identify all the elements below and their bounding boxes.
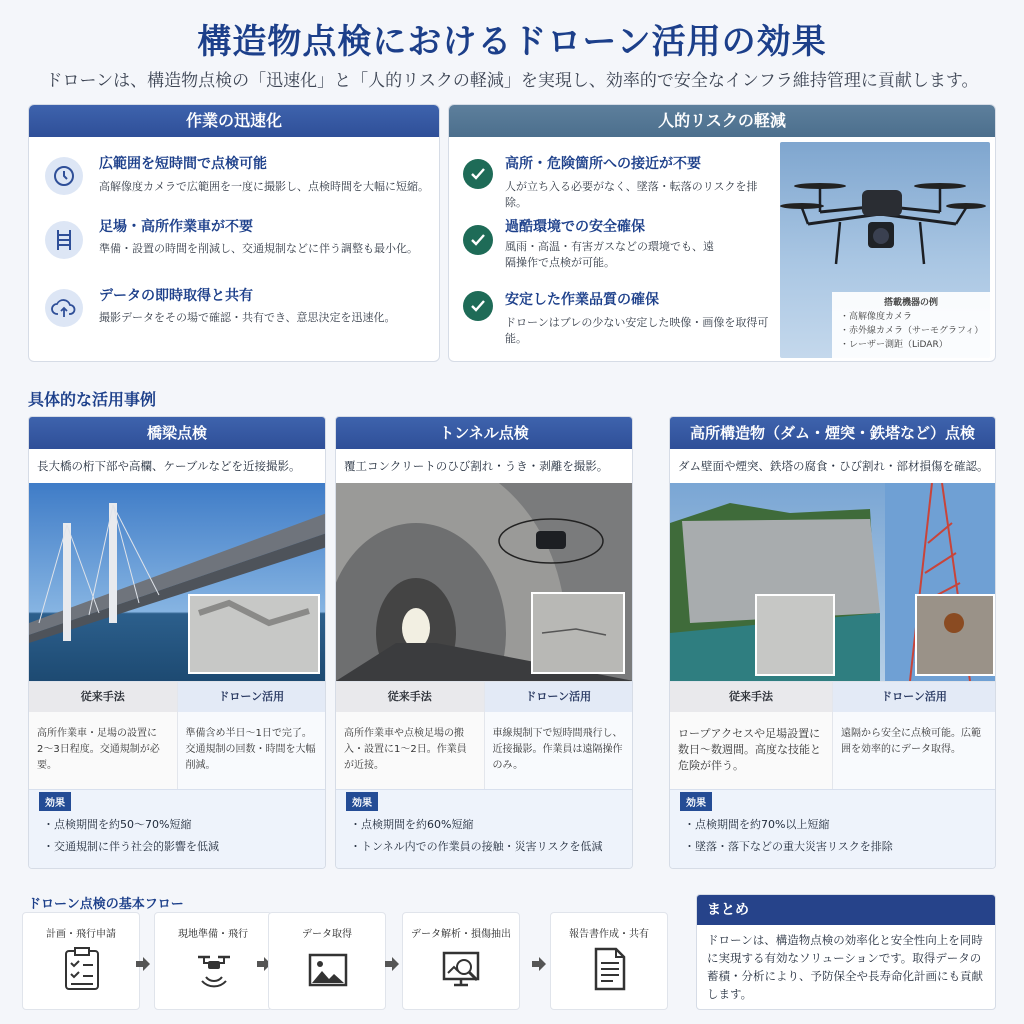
effect-item: ・点検期間を約60%短縮	[350, 818, 474, 831]
risk-item-desc: 風雨・高温・有害ガスなどの環境でも、遠隔操作で点検が可能。	[505, 240, 714, 269]
arrow-right-icon	[383, 955, 401, 973]
conventional-text: ロープアクセスや足場設置に数日〜数週間。高度な技能と危険が伴う。	[678, 727, 821, 772]
arrow-right-icon	[134, 955, 152, 973]
case-title: トンネル点検	[336, 417, 632, 449]
flow-step	[550, 912, 668, 1010]
conventional-header: 従来手法	[336, 682, 484, 712]
risk-item-desc: ドローンはブレの少ない安定した映像・画像を取得可能。	[505, 316, 769, 345]
case-desc: 長大橋の桁下部や高欄、ケーブルなどを近接撮影。	[37, 459, 301, 473]
flow-step-label: 報告書作成・共有	[569, 929, 649, 940]
effect-item: ・点検期間を約70%以上短縮	[684, 818, 830, 831]
check-icon	[463, 225, 493, 255]
speed-item-desc: 準備・設置の時間を削減し、交通規制などに伴う調整も最小化。	[99, 242, 418, 255]
check-icon	[463, 159, 493, 189]
drone-column	[178, 681, 326, 789]
check-icon	[463, 291, 493, 321]
bridge-photo	[29, 483, 325, 681]
risk-item-title: 過酷環境での安全確保	[505, 219, 645, 235]
risk-item-desc: 人が立ち入る必要がなく、墜落・転落のリスクを排除。	[505, 180, 758, 209]
flow-step-label: 計画・飛行申請	[46, 929, 116, 940]
checklist-icon	[62, 947, 102, 991]
conventional-text: 高所作業車・足場の設置に2〜3日程度。交通規制が必要。	[37, 728, 160, 771]
risk-panel-heading: 人的リスクの軽減	[449, 105, 995, 137]
flow-step-label: データ解析・損傷抽出	[411, 929, 511, 940]
effect-box	[29, 789, 325, 869]
speed-panel	[28, 104, 440, 362]
case-desc: 覆工コンクリートのひび割れ・うき・剥離を撮影。	[344, 459, 609, 473]
drone-header: ドローン活用	[178, 682, 326, 712]
speed-panel-heading: 作業の迅速化	[29, 105, 439, 137]
drone-text: 準備含め半日〜1日で完了。交通規制の回数・時間を大幅削減。	[185, 728, 316, 771]
conventional-column	[29, 681, 178, 789]
effect-label: 効果	[39, 792, 71, 811]
flow-step	[268, 912, 386, 1010]
flow-step	[22, 912, 140, 1010]
case-card-high-structures	[669, 416, 996, 869]
summary-heading: まとめ	[697, 895, 995, 925]
conventional-header: 従来手法	[29, 682, 177, 712]
effect-label: 効果	[346, 792, 378, 811]
speed-item-title: 広範囲を短時間で点検可能	[99, 156, 267, 172]
flow-step	[402, 912, 520, 1010]
effect-item: ・点検期間を約50〜70%短縮	[43, 818, 192, 831]
clock-icon	[45, 157, 83, 195]
drone-header: ドローン活用	[485, 682, 633, 712]
equipment-caption-heading: 搭載機器の例	[883, 298, 938, 308]
case-title: 高所構造物（ダム・煙突・鉄塔など）点検	[670, 417, 995, 449]
ladder-icon	[45, 221, 83, 259]
conventional-text: 高所作業車や点検足場の搬入・設置に1〜2日。作業員が近接。	[344, 728, 467, 771]
case-card-bridge	[28, 416, 326, 869]
effect-box	[336, 789, 632, 869]
conventional-column	[336, 681, 485, 789]
equipment-caption-line: ・レーザー測距（LiDAR）	[840, 340, 948, 350]
dam-tower-photo	[670, 483, 995, 681]
conventional-header: 従来手法	[670, 682, 832, 712]
tunnel-photo	[336, 483, 632, 681]
risk-item-title: 高所・危険箇所への接近が不要	[505, 156, 701, 172]
arrow-right-icon	[530, 955, 548, 973]
flow-step-label: 現地準備・飛行	[178, 929, 248, 940]
case-card-tunnel	[335, 416, 633, 869]
equipment-caption	[832, 292, 990, 358]
cases-section-title: 具体的な活用事例	[28, 390, 157, 409]
conventional-column	[670, 681, 833, 789]
page-title: 構造物点検におけるドローン活用の効果	[197, 22, 827, 62]
risk-item-title: 安定した作業品質の確保	[505, 292, 659, 308]
case-desc: ダム壁面や煙突、鉄塔の腐食・ひび割れ・部材損傷を確認。	[678, 459, 989, 473]
drone-icon	[194, 947, 234, 991]
speed-item-title: 足場・高所作業車が不要	[99, 219, 253, 235]
cloud-upload-icon	[45, 289, 83, 327]
effect-item: ・交通規制に伴う社会的影響を低減	[43, 840, 219, 853]
image-icon	[308, 947, 348, 991]
report-document-icon	[590, 947, 630, 991]
effect-label: 効果	[680, 792, 712, 811]
drone-text: 遠隔から安全に点検可能。広範囲を効率的にデータ取得。	[841, 728, 981, 755]
flow-title: ドローン点検の基本フロー	[28, 897, 184, 912]
speed-item-title: データの即時取得と共有	[99, 288, 253, 304]
effect-box	[670, 789, 995, 869]
equipment-caption-line: ・高解像度カメラ	[840, 312, 913, 322]
case-title: 橋梁点検	[29, 417, 325, 449]
drone-column	[833, 681, 995, 789]
flow-step-label: データ取得	[302, 929, 352, 940]
speed-item-desc: 高解像度カメラで広範囲を一度に撮影し、点検時間を大幅に短縮。	[99, 180, 429, 193]
speed-item-desc: 撮影データをその場で確認・共有でき、意思決定を迅速化。	[99, 311, 396, 324]
effect-item: ・トンネル内での作業員の接触・災害リスクを低減	[350, 840, 603, 853]
drone-column	[485, 681, 633, 789]
equipment-caption-line: ・赤外線カメラ（サーモグラフィ）	[840, 326, 984, 336]
effect-item: ・墜落・落下などの重大災害リスクを排除	[684, 840, 893, 853]
drone-header: ドローン活用	[833, 682, 995, 712]
summary-text: ドローンは、構造物点検の効率化と安全性向上を同時に実現する有効なソリューションです。取得データの蓄積・分析により、予防保全や長寿命化計画にも貢献します。	[707, 933, 983, 1001]
drone-text: 車線規制下で短時間飛行し、近接撮影。作業員は遠隔操作のみ。	[492, 728, 623, 771]
analysis-monitor-icon	[442, 947, 482, 991]
page-subtitle: ドローンは、構造物点検の「迅速化」と「人的リスクの軽減」を実現し、効率的で安全なインフラ維持管理に貢献します。	[45, 71, 979, 91]
summary-box	[696, 894, 996, 1010]
